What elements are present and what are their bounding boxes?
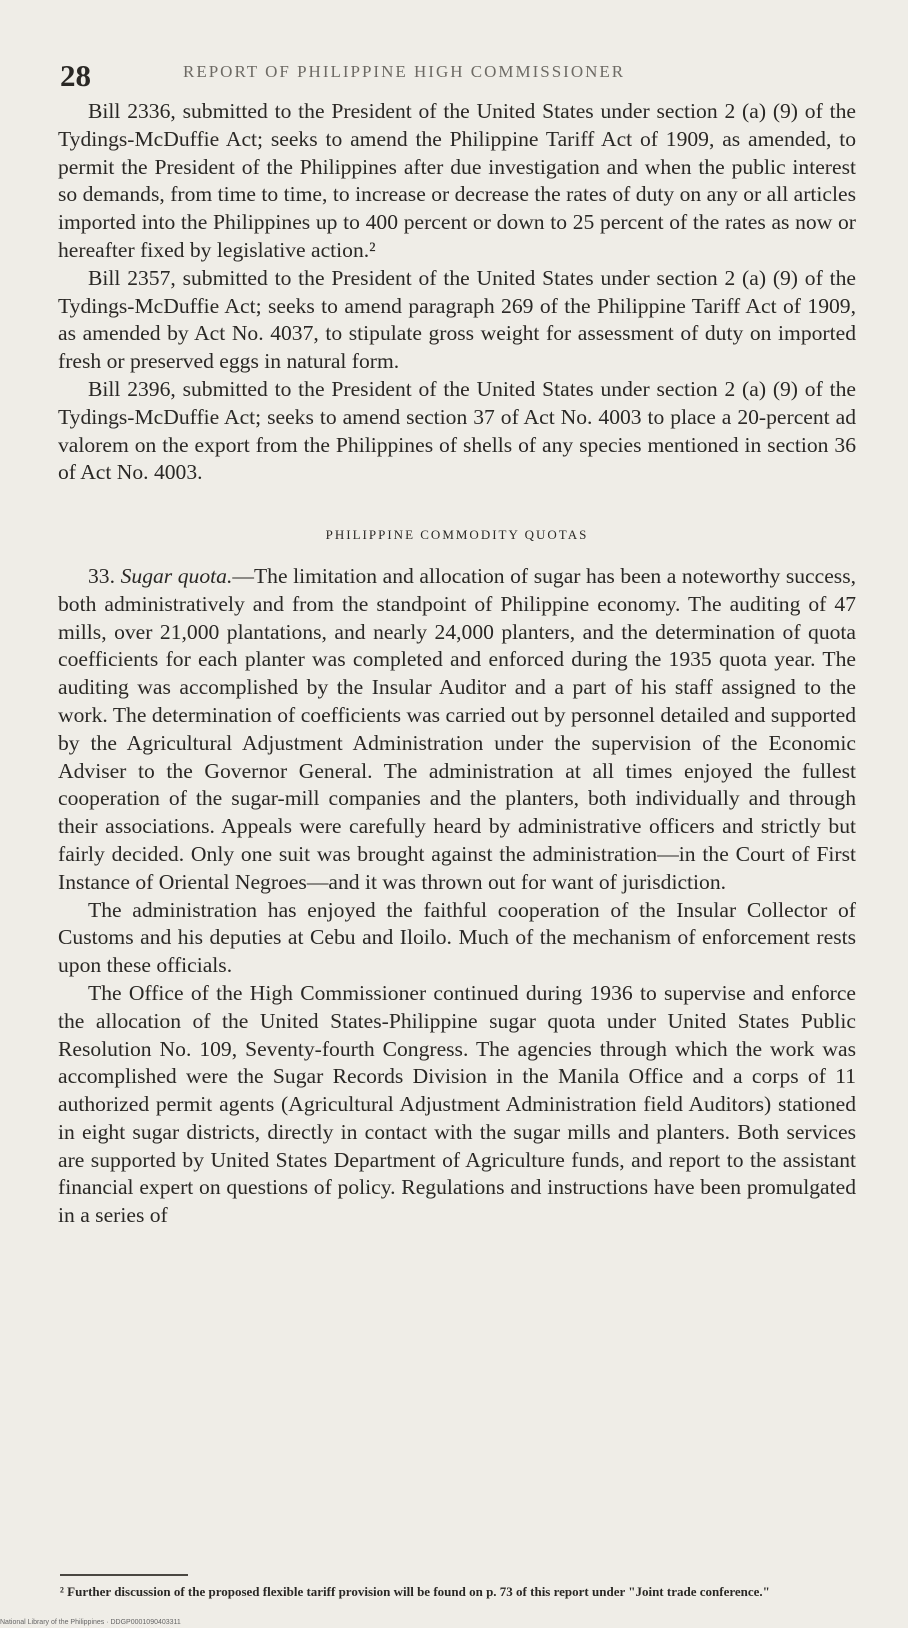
bill-2336-paragraph: Bill 2336, submitted to the President of the United States under section 2 (a) (9) of the Tydings-McDuffie Act; seeks to amend the Philippine Tariff Act of 1909, as amended, to permit the President of the Philippines after due investigation and when the public interest so demands, from time to time, to increase or decrease the rates of duty on any or all articles imported into the Philippines up to 400 percent or down to 25 percent of the rates as now or hereafter fixed by legislative action.² [58, 99, 856, 262]
customs-cooperation-paragraph: The administration has enjoyed the faithful cooperation of the Insular Collector of Customs and his deputies at Cebu and Iloilo. Much of the mechanism of enforcement rests upon these officials. [58, 897, 856, 978]
bill-2396-paragraph: Bill 2396, submitted to the President of the United States under section 2 (a) (9) of the Tydings-McDuffie Act; seeks to amend section 37 of Act No. 4003 to place a 20-percent ad valorem on the export from the Philippines of shells of any species mentioned in section 36 of Act No. 4003. [58, 376, 856, 485]
page-header [60, 58, 850, 98]
high-commissioner-paragraph: The Office of the High Commissioner continued during 1936 to supervise and enforce the allocation of the United States-Philippine sugar quota under United States Public Resolution No. 109, Seventy-fourth Congress. The agencies through which the work was accomplished were the Sugar Records Division in the Manila Office and a corps of 11 authorized permit agents (Agricultural Adjustment Administration field Auditors) stationed in eight sugar districts, directly in contact with the sugar mills and planters. Both services are supported by United States Department of Agriculture funds, and report to the assistant financial expert on questions of policy. Regulations and instructions have been promulgated in a series of [58, 980, 856, 1228]
scan-footer: National Library of the Philippines · DDGP0001090403311 [0, 1619, 181, 1626]
sugar-quota-title: Sugar quota. [120, 563, 233, 588]
footnote: ² Further discussion of the proposed flexible tariff provision will be found on p. 73 of this report under "Joint trade conference." [60, 1584, 770, 1599]
sugar-quota-number: 33. [88, 563, 115, 588]
footnote-rule [60, 1574, 188, 1576]
bill-2357-paragraph: Bill 2357, submitted to the President of the United States under section 2 (a) (9) of the Tydings-McDuffie Act; seeks to amend paragraph 269 of the Philippine Tariff Act of 1909, as amended by Act No. 4037, to stipulate gross weight for assessment of duty on imported fresh or preserved eggs in natural form. [58, 265, 856, 374]
sugar-quota-text: —The limitation and allocation of sugar has been a noteworthy success, both administratively and from the standpoint of Philippine economy. The auditing of 47 mills, over 21,000 plantations, and nearly 24,000 planters, and the determination of quota coefficients for each planter was completed and enforced during the 1935 quota year. The auditing was accomplished by the Insular Auditor and a part of his staff assigned to the work. The determination of coefficients was carried out by personnel detailed and supported by the Agricultural Adjustment Administration under the supervision of the Economic Adviser to the Governor General. The administration at all times enjoyed the fullest cooperation of the sugar-mill companies and the planters, both individually and through their associations. Appeals were carefully heard by administrative officers and strictly but fairly decided. Only one suit was brought against the administration—in the Court of First Instance of Oriental Negroes—and it was thrown out for want of jurisdiction. [58, 563, 857, 894]
page-number: 28 [60, 58, 91, 93]
body-text [58, 98, 856, 1230]
sugar-quota-paragraph [58, 563, 856, 897]
running-head: REPORT OF PHILIPPINE HIGH COMMISSIONER [183, 62, 626, 81]
section-heading: PHILIPPINE COMMODITY QUOTAS [325, 527, 589, 543]
